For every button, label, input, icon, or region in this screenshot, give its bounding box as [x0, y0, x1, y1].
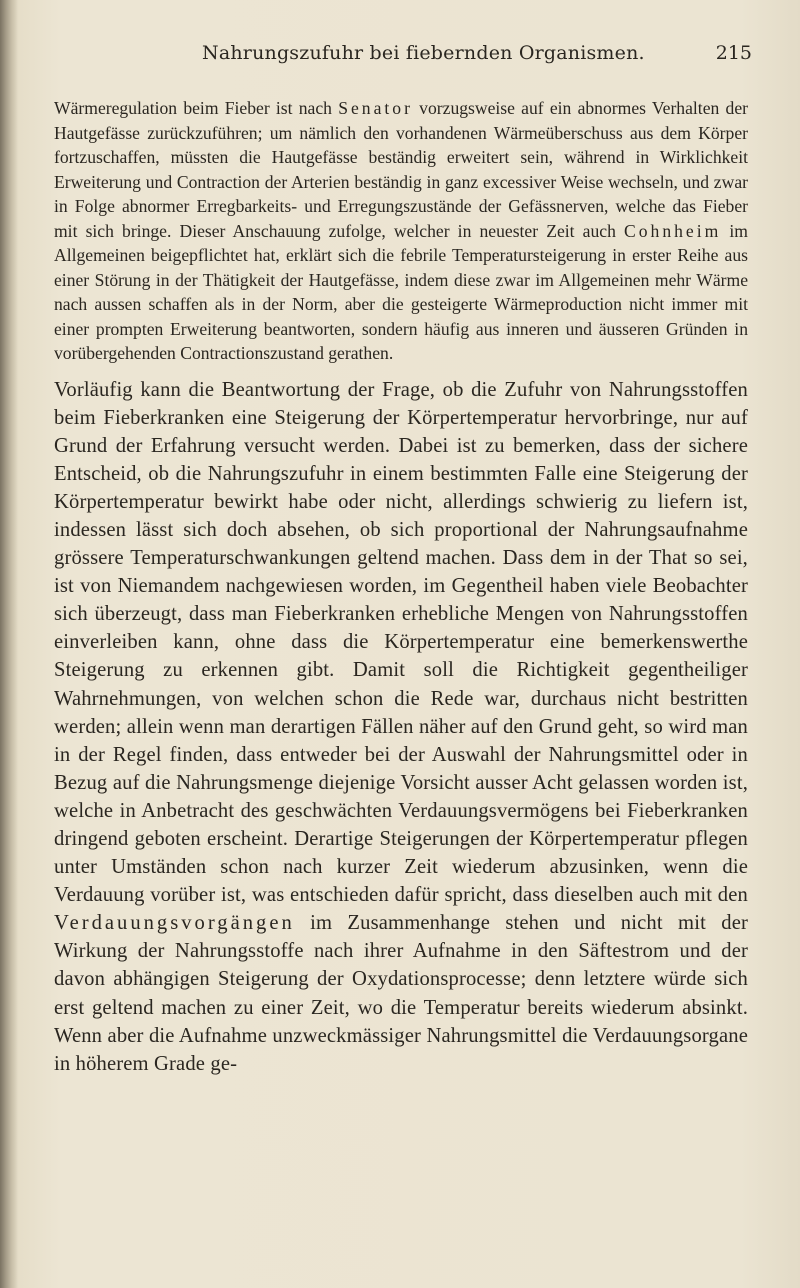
author-name-cohnheim: Cohnheim	[623, 220, 722, 241]
page-number: 215	[715, 42, 752, 64]
body-text	[54, 96, 748, 1078]
paragraph2-text-b: im Zusammenhange stehen und nicht mit der Wirkung der Nahrungsstoffe nach ihrer Aufnahme in den Säftestrom und der davon abhängigen Steigerung der Oxydationsprocesse; denn letztere würde sich erst geltend machen zu einer Zeit, wo die Temperatur bereits wiederum absinkt. Wenn aber die Aufnahme unzweckmässiger Nahrungsmittel die Verdauungsorgane in höherem Grade ge-	[54, 912, 748, 1075]
paragraph1-text-c: im Allgemeinen beigepflichtet hat, erklärt sich die febrile Temperatursteigerung in erster Reihe aus einer Störung in der Thätigkeit der Hautgefässe, indem diese zwar im Allgemeinen mehr Wärme nach aussen schaffen als in der Norm, aber die gesteigerte Wärmeproduction nicht immer mit einer prompten Erweiterung beantworten, sondern häufig aus inneren und äusseren Gründen in vorübergehenden Contractionszustand gerathen.	[54, 220, 748, 363]
page-binding-edge	[0, 0, 18, 1288]
paragraph1-text-a: Wärmeregulation beim Fieber ist nach	[54, 98, 339, 118]
page-header	[52, 42, 752, 70]
paragraph2-text-a: Vorläufig kann die Beantwortung der Frage, ob die Zufuhr von Nahrungsstoffen beim Fieberkranken eine Steigerung der Körpertemperatur hervorbringe, nur auf Grund der Erfahrung versucht werden. Dabei ist zu bemerken, dass der sichere Entscheid, ob die Nahrungszufuhr in einem bestimmten Falle eine Steigerung der Körpertemperatur bewirkt habe oder nicht, allerdings schwierig zu liefern ist, indessen lässt sich doch absehen, ob sich proportional der Nahrungsaufnahme grössere Temperaturschwankungen geltend machen. Dass dem in der That so sei, ist von Niemandem nachgewiesen worden, im Gegentheil haben viele Beobachter sich überzeugt, dass man Fieberkranken erhebliche Mengen von Nahrungsstoffen einverleiben kann, ohne dass die Körpertemperatur eine bemerkenswerthe Steigerung zu erkennen gibt. Damit soll die Richtigkeit gegentheiliger Wahrnehmungen, von welchen schon die Rede war, durchaus nicht bestritten werden; allein wenn man derartigen Fällen näher auf den Grund geht, so wird man in der Regel finden, dass entweder bei der Auswahl der Nahrungsmittel oder in Bezug auf die Nahrungsmenge diejenige Vorsicht ausser Acht gelassen worden ist, welche in Anbetracht des geschwächten Verdauungsvermögens bei Fieberkranken dringend geboten erscheint. Derartige Steigerungen der Körpertemperatur pflegen unter Umständen schon nach kurzer Zeit wiederum abzusinken, wenn die Verdauung vorüber ist, was entschieden dafür spricht, dass dieselben auch mit den	[54, 378, 748, 907]
emphasis-verdauungsvorgaengen: Verdauungsvorgängen	[54, 912, 295, 935]
paragraph-main	[54, 376, 748, 1078]
running-head: Nahrungszufuhr bei fiebernden Organismen.	[202, 42, 645, 64]
paragraph-small-print	[54, 96, 748, 366]
paragraph1-text-b: vorzugsweise auf ein abnormes Verhalten der Hautgefässe zurückzuführen; um nämlich den vorhandenen Wärmeüberschuss aus dem Körper fortzuschaffen, müssten die Hautgefässe beständig erweitert sein, während in Wirklichkeit Erweiterung und Contraction der Arterien beständig in ganz excessiver Weise wechseln, und zwar in Folge abnormer Erregbarkeits- und Erregungszustände der Gefässnerven, welche das Fieber mit sich bringe. Dieser Anschauung zufolge, welcher in neuester Zeit auch	[54, 98, 748, 241]
author-name-senator: Senator	[338, 98, 413, 118]
